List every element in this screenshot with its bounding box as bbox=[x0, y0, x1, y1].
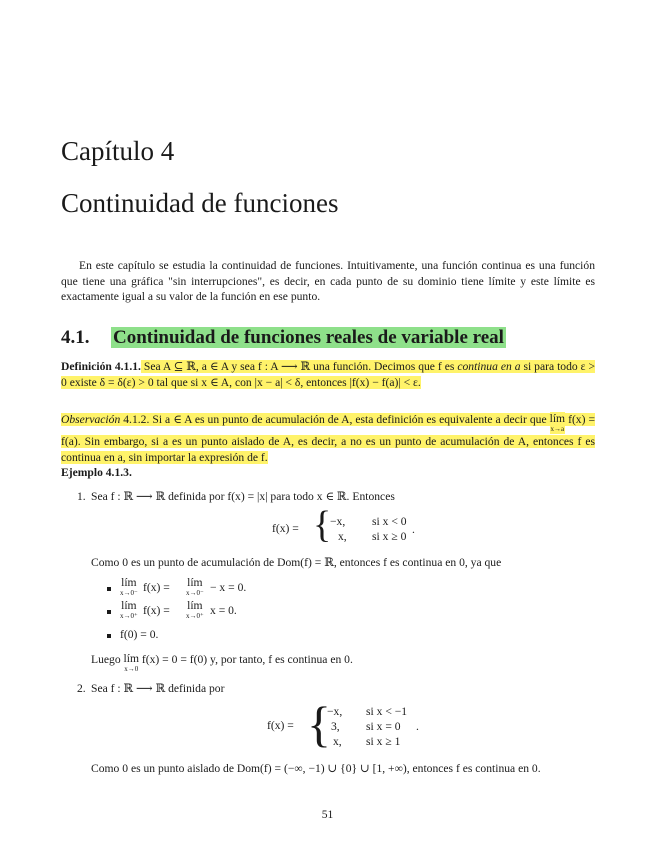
item2-marker: 2. bbox=[77, 682, 86, 695]
observation-text-1: Si a ∈ A es un punto de acumulación de A, esta definición es equivalente a decir que bbox=[149, 413, 550, 426]
bullet2-lim2: lím x→0⁺ bbox=[186, 599, 204, 620]
page-number: 51 bbox=[321, 808, 334, 821]
bullet3-text: f(0) = 0. bbox=[120, 628, 159, 641]
section-title: Continuidad de funciones reales de variable real bbox=[113, 327, 504, 348]
item2-brace: { bbox=[307, 696, 331, 752]
item2-text: Como 0 es un punto aislado de Dom(f) = (−∞, −1) ∪ {0} ∪ [1, +∞), entonces f es continua en 0. bbox=[91, 762, 541, 775]
item2-case3-val: x, bbox=[333, 735, 342, 748]
bullet1-mid: f(x) = bbox=[143, 581, 170, 594]
chapter-label: Capítulo 4 bbox=[61, 136, 175, 166]
section-heading bbox=[61, 326, 506, 350]
bullet2-end: x = 0. bbox=[210, 604, 237, 617]
item1-case2-val: x, bbox=[338, 530, 347, 543]
intro-paragraph: En este capítulo se estudia la continuidad de funciones. Intuitivamente, una función continua es una función que tiene una gráfica "sin interrupciones", es decir, en cada punto de su dominio tiene límite y este límite es exactamente igual a su valor de la función en ese punto. bbox=[61, 259, 595, 303]
observation-block bbox=[61, 412, 595, 465]
bullet1-lim: lím x→0⁻ bbox=[120, 576, 138, 597]
observation-limit: lím x→a bbox=[549, 412, 566, 433]
observation-number: 4.1.2. bbox=[120, 413, 150, 426]
bullet1-end: − x = 0. bbox=[210, 581, 247, 594]
section-number: 4.1. bbox=[61, 327, 90, 348]
bullet-marker bbox=[107, 587, 111, 591]
observation-label: Observación bbox=[61, 413, 121, 426]
definition-label: Definición 4.1.1. bbox=[61, 360, 141, 373]
item1-fx: f(x) = bbox=[272, 522, 299, 535]
observation-text-2: f(x) = f(a). Sin embargo, si a es un punto aislado de A, es decir, a no es un punto de acumulación de A, entonces f es continua en a, sin importar la expresión de f. bbox=[61, 413, 596, 464]
item1-brace: { bbox=[313, 504, 332, 546]
item2-case2-cond: si x = 0 bbox=[366, 720, 401, 733]
item2-intro: Sea f : ℝ ⟶ ℝ definida por bbox=[91, 682, 225, 695]
definition-block bbox=[61, 359, 595, 390]
item1-text: Como 0 es un punto de acumulación de Dom(f) = ℝ, entonces f es continua en 0, ya que bbox=[91, 556, 502, 569]
item1-case1-cond: si x < 0 bbox=[372, 515, 407, 528]
definition-text-1: Sea A ⊆ ℝ, a ∈ A y sea f : A ⟶ ℝ una función. Decimos que f es bbox=[140, 360, 458, 373]
bullet1-lim2: lím x→0⁻ bbox=[186, 576, 204, 597]
chapter-title: Continuidad de funciones bbox=[61, 188, 339, 218]
item1-case2-cond: si x ≥ 0 bbox=[372, 530, 407, 543]
bullet2-mid: f(x) = bbox=[143, 604, 170, 617]
bullet2-lim: lím x→0⁺ bbox=[120, 599, 138, 620]
definition-text-2: si para todo ε > 0 existe δ = δ(ε) > 0 tal que si x ∈ A, con |x − a| < δ, entonces |f(x) − f(a)| < ε. bbox=[61, 360, 595, 389]
item1-conclusion: Luego lím x→0 f(x) = 0 = f(0) y, por tanto, f es continua en 0. bbox=[91, 652, 353, 673]
example-heading: Ejemplo 4.1.3. bbox=[61, 466, 132, 479]
bullet-marker bbox=[107, 634, 111, 638]
item1-marker: 1. bbox=[77, 490, 86, 503]
item2-case1-val: −x, bbox=[327, 705, 343, 718]
definition-italic: continua en a bbox=[457, 360, 521, 373]
item2-case3-cond: si x ≥ 1 bbox=[366, 735, 401, 748]
item2-case2-val: 3, bbox=[331, 720, 340, 733]
item1-period: . bbox=[412, 523, 415, 536]
item2-fx: f(x) = bbox=[267, 719, 294, 732]
item2-period: . bbox=[416, 720, 419, 733]
item1-case1-val: −x, bbox=[330, 515, 346, 528]
item1-intro: Sea f : ℝ ⟶ ℝ definida por f(x) = |x| para todo x ∈ ℝ. Entonces bbox=[91, 490, 395, 503]
bullet-marker bbox=[107, 610, 111, 614]
item2-case1-cond: si x < −1 bbox=[366, 705, 408, 718]
